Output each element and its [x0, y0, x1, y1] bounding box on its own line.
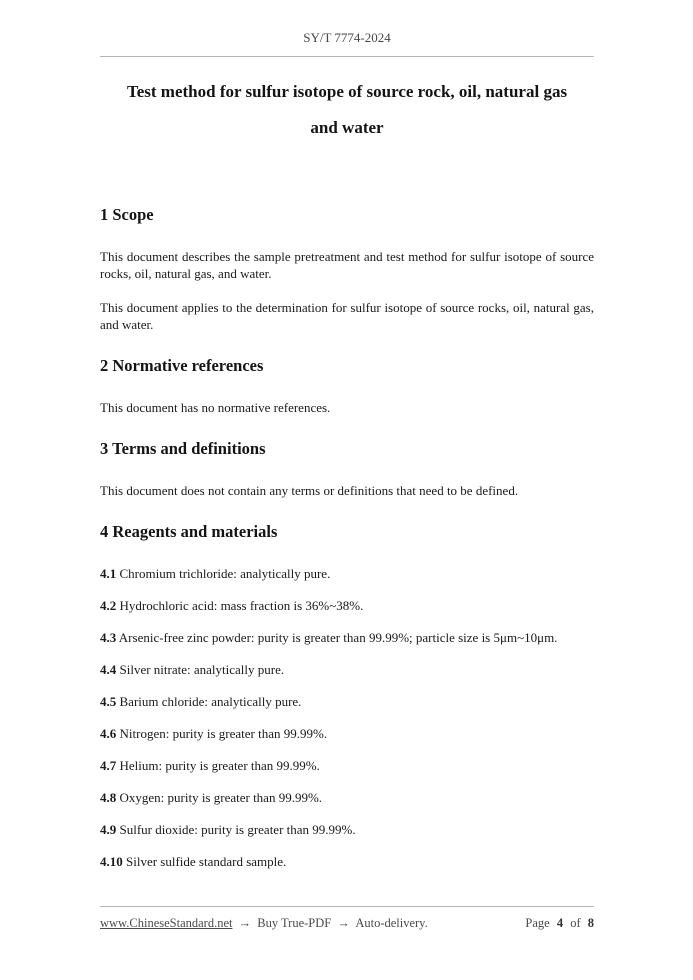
reagent-item-number: 4.7: [100, 758, 117, 773]
scope-paragraph-1: This document describes the sample pretreatment and test method for sulfur isotope of source rocks, oil, natural gas, and water.: [100, 249, 594, 281]
reagent-item: [100, 597, 594, 614]
page-label: Page: [525, 916, 550, 930]
reagent-item-text: Barium chloride: analytically pure.: [119, 694, 302, 709]
footer-delivery-text: Auto-delivery.: [355, 916, 428, 930]
of-label: of: [570, 916, 581, 930]
section-heading-scope: 1 Scope: [100, 205, 154, 224]
section-heading-reagents-materials: 4 Reagents and materials: [100, 522, 278, 541]
reagent-item-number: 4.2: [100, 598, 117, 613]
reagent-item-text: Hydrochloric acid: mass fraction is 36%~38%.: [119, 598, 364, 613]
reagent-item-number: 4.3: [100, 630, 117, 645]
reagent-item: [100, 725, 594, 742]
reagent-item-text: Arsenic-free zinc powder: purity is greater than 99.99%; particle size is 5μm~10μm.: [118, 630, 558, 645]
reagent-item: [100, 693, 594, 710]
reagent-item: [100, 565, 594, 582]
reagent-item-number: 4.6: [100, 726, 117, 741]
reagent-item: [100, 629, 594, 646]
current-page-number: 4: [556, 916, 564, 930]
total-page-number: 8: [587, 916, 594, 930]
reagent-item: [100, 661, 594, 678]
reagent-item-text: Silver nitrate: analytically pure.: [119, 662, 285, 677]
footer-source-line: [100, 915, 428, 931]
header-doc-code: SY/T 7774-2024: [303, 30, 391, 45]
reagent-item: [100, 853, 594, 870]
document-title-line1: Test method for sulfur isotope of source rock, oil, natural gas: [126, 82, 568, 101]
terms-paragraph-1: This document does not contain any terms or definitions that need to be defined.: [100, 483, 519, 498]
page-footer: [100, 906, 594, 931]
page-number-indicator: [525, 915, 594, 931]
header-rule: [100, 56, 594, 57]
reagent-item-number: 4.5: [100, 694, 117, 709]
reagent-item-number: 4.9: [100, 822, 117, 837]
reagent-item: [100, 757, 594, 774]
reagent-item-number: 4.8: [100, 790, 117, 805]
section-heading-normative-references: 2 Normative references: [100, 356, 264, 375]
document-title: [100, 74, 594, 146]
normative-paragraph-1: This document has no normative references.: [100, 400, 331, 415]
reagent-item: [100, 789, 594, 806]
reagent-item-text: Silver sulfide standard sample.: [126, 854, 287, 869]
reagent-item-text: Helium: purity is greater than 99.99%.: [119, 758, 320, 773]
scope-paragraph-2: This document applies to the determination for sulfur isotope of source rocks, oil, natural gas, and water.: [100, 300, 594, 332]
arrow-right-icon: →: [238, 916, 252, 930]
chinesestandard-link[interactable]: www.ChineseStandard.net: [100, 916, 233, 930]
arrow-right-icon: →: [337, 916, 350, 930]
reagent-item-text: Chromium trichloride: analytically pure.: [119, 566, 331, 581]
footer-buy-text: Buy True-PDF: [257, 916, 332, 930]
reagent-item-text: Nitrogen: purity is greater than 99.99%.: [119, 726, 328, 741]
reagent-item: [100, 821, 594, 838]
document-title-line2: and water: [310, 118, 384, 137]
reagent-item-text: Sulfur dioxide: purity is greater than 99.99%.: [119, 822, 356, 837]
reagent-item-number: 4.10: [100, 854, 123, 869]
section-heading-terms-definitions: 3 Terms and definitions: [100, 439, 266, 458]
reagent-item-text: Oxygen: purity is greater than 99.99%.: [119, 790, 323, 805]
reagent-item-number: 4.4: [100, 662, 117, 677]
reagent-item-number: 4.1: [100, 566, 117, 581]
